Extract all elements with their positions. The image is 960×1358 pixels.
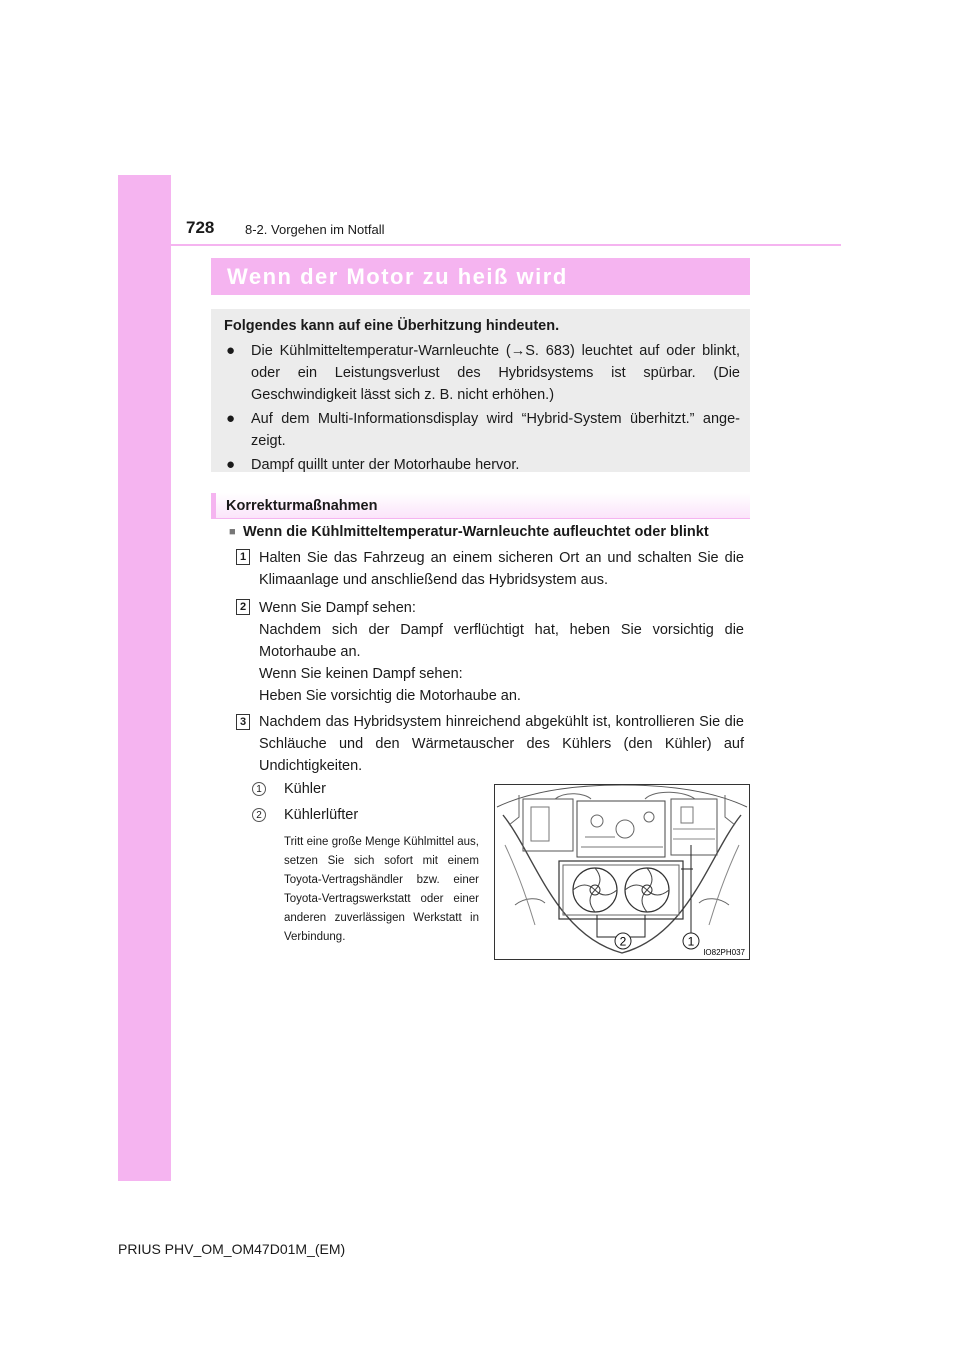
corrective-heading-bar xyxy=(211,493,750,519)
step-2-condition-a: Wenn Sie Dampf sehen: xyxy=(259,600,416,616)
step-3-text: Nachdem das Hybridsystem hinreichend abgekühlt ist, kontrollieren Sie die Schläuche und den Wärmetauscher des Kühlers (den Kühler) auf Undichtigkeiten. xyxy=(259,714,744,774)
image-code: IO82PH037 xyxy=(703,948,745,957)
warning-note: Tritt eine große Menge Kühlmittel aus, setzen Sie sich sofort mit einem Toyota-Vertragshändler bzw. einer Toyota-Vertragswerkstatt oder einer anderen zuverlässigen Werkstatt in Verbindung. xyxy=(284,836,479,943)
legend-label: Kühlerlüfter xyxy=(284,807,359,823)
info-item xyxy=(224,340,740,406)
header-divider xyxy=(171,244,841,246)
situation-heading-text: Wenn die Kühlmitteltemperatur-Warnleuchte aufleuchtet oder blinkt xyxy=(243,524,709,540)
corrective-heading: Korrekturmaßnahmen xyxy=(226,498,378,514)
bullet-icon: ● xyxy=(226,342,236,359)
side-tab-bar xyxy=(118,175,171,1181)
square-bullet-icon: ■ xyxy=(229,526,236,538)
section-title-bar xyxy=(211,258,750,295)
legend-item xyxy=(252,781,326,797)
info-item-text: Dampf quillt unter der Motorhaube hervor. xyxy=(251,457,520,473)
breadcrumb: 8-2. Vorgehen im Notfall xyxy=(245,222,385,237)
bullet-icon: ● xyxy=(226,456,236,473)
step-2-action-b: Heben Sie vorsichtig die Motorhaube an. xyxy=(259,688,521,704)
callout-1-label: 1 xyxy=(687,934,695,949)
engine-bay-drawing xyxy=(495,785,749,959)
step-2-condition-b: Wenn Sie keinen Dampf sehen: xyxy=(259,666,463,682)
callout-number-icon: 2 xyxy=(252,808,266,822)
footer-document-id: PRIUS PHV_OM_OM47D01M_(EM) xyxy=(118,1241,346,1257)
step-2-action-a: Nachdem sich der Dampf verflüchtigt hat, heben Sie vorsichtig die Motorhaube an. xyxy=(259,622,744,660)
info-heading: Folgendes kann auf eine Überhitzung hindeuten. xyxy=(224,318,560,334)
engine-compartment-illustration xyxy=(494,784,750,960)
symptoms-info-box xyxy=(211,309,750,472)
step-number-badge: 2 xyxy=(236,599,250,615)
page-number: 728 xyxy=(186,218,215,237)
callout-2-label: 2 xyxy=(619,934,627,949)
step-2-block-b xyxy=(259,663,744,707)
legend-item xyxy=(252,807,358,823)
callout-number-icon: 1 xyxy=(252,782,266,796)
step-1-text: Halten Sie das Fahrzeug an einem sicheren Ort an und schalten Sie die Klimaanlage und anschließend das Hybridsystem aus. xyxy=(259,550,744,588)
step-number-badge: 3 xyxy=(236,714,250,730)
legend-label: Kühler xyxy=(284,781,326,797)
step-2-block-a xyxy=(259,597,744,663)
info-item xyxy=(224,454,740,476)
info-item-text: Auf dem Multi-Informationsdisplay wird “Hybrid-System überhitzt.” angezeigt. xyxy=(251,411,740,449)
step-number-badge: 1 xyxy=(236,549,250,565)
situation-heading xyxy=(229,524,709,540)
info-item xyxy=(224,408,740,452)
info-item-text: Die Kühlmitteltemperatur-Warnleuchte (→S. 683) leuchtet auf oder blinkt, oder ein Leistungsverlust des Hybridsystems ist spürbar. (Die Geschwindigkeit lässt sich z. B. nicht erhöhen.) xyxy=(251,343,740,403)
bullet-icon: ● xyxy=(226,410,236,427)
section-title: Wenn der Motor zu heiß wird xyxy=(227,263,568,289)
